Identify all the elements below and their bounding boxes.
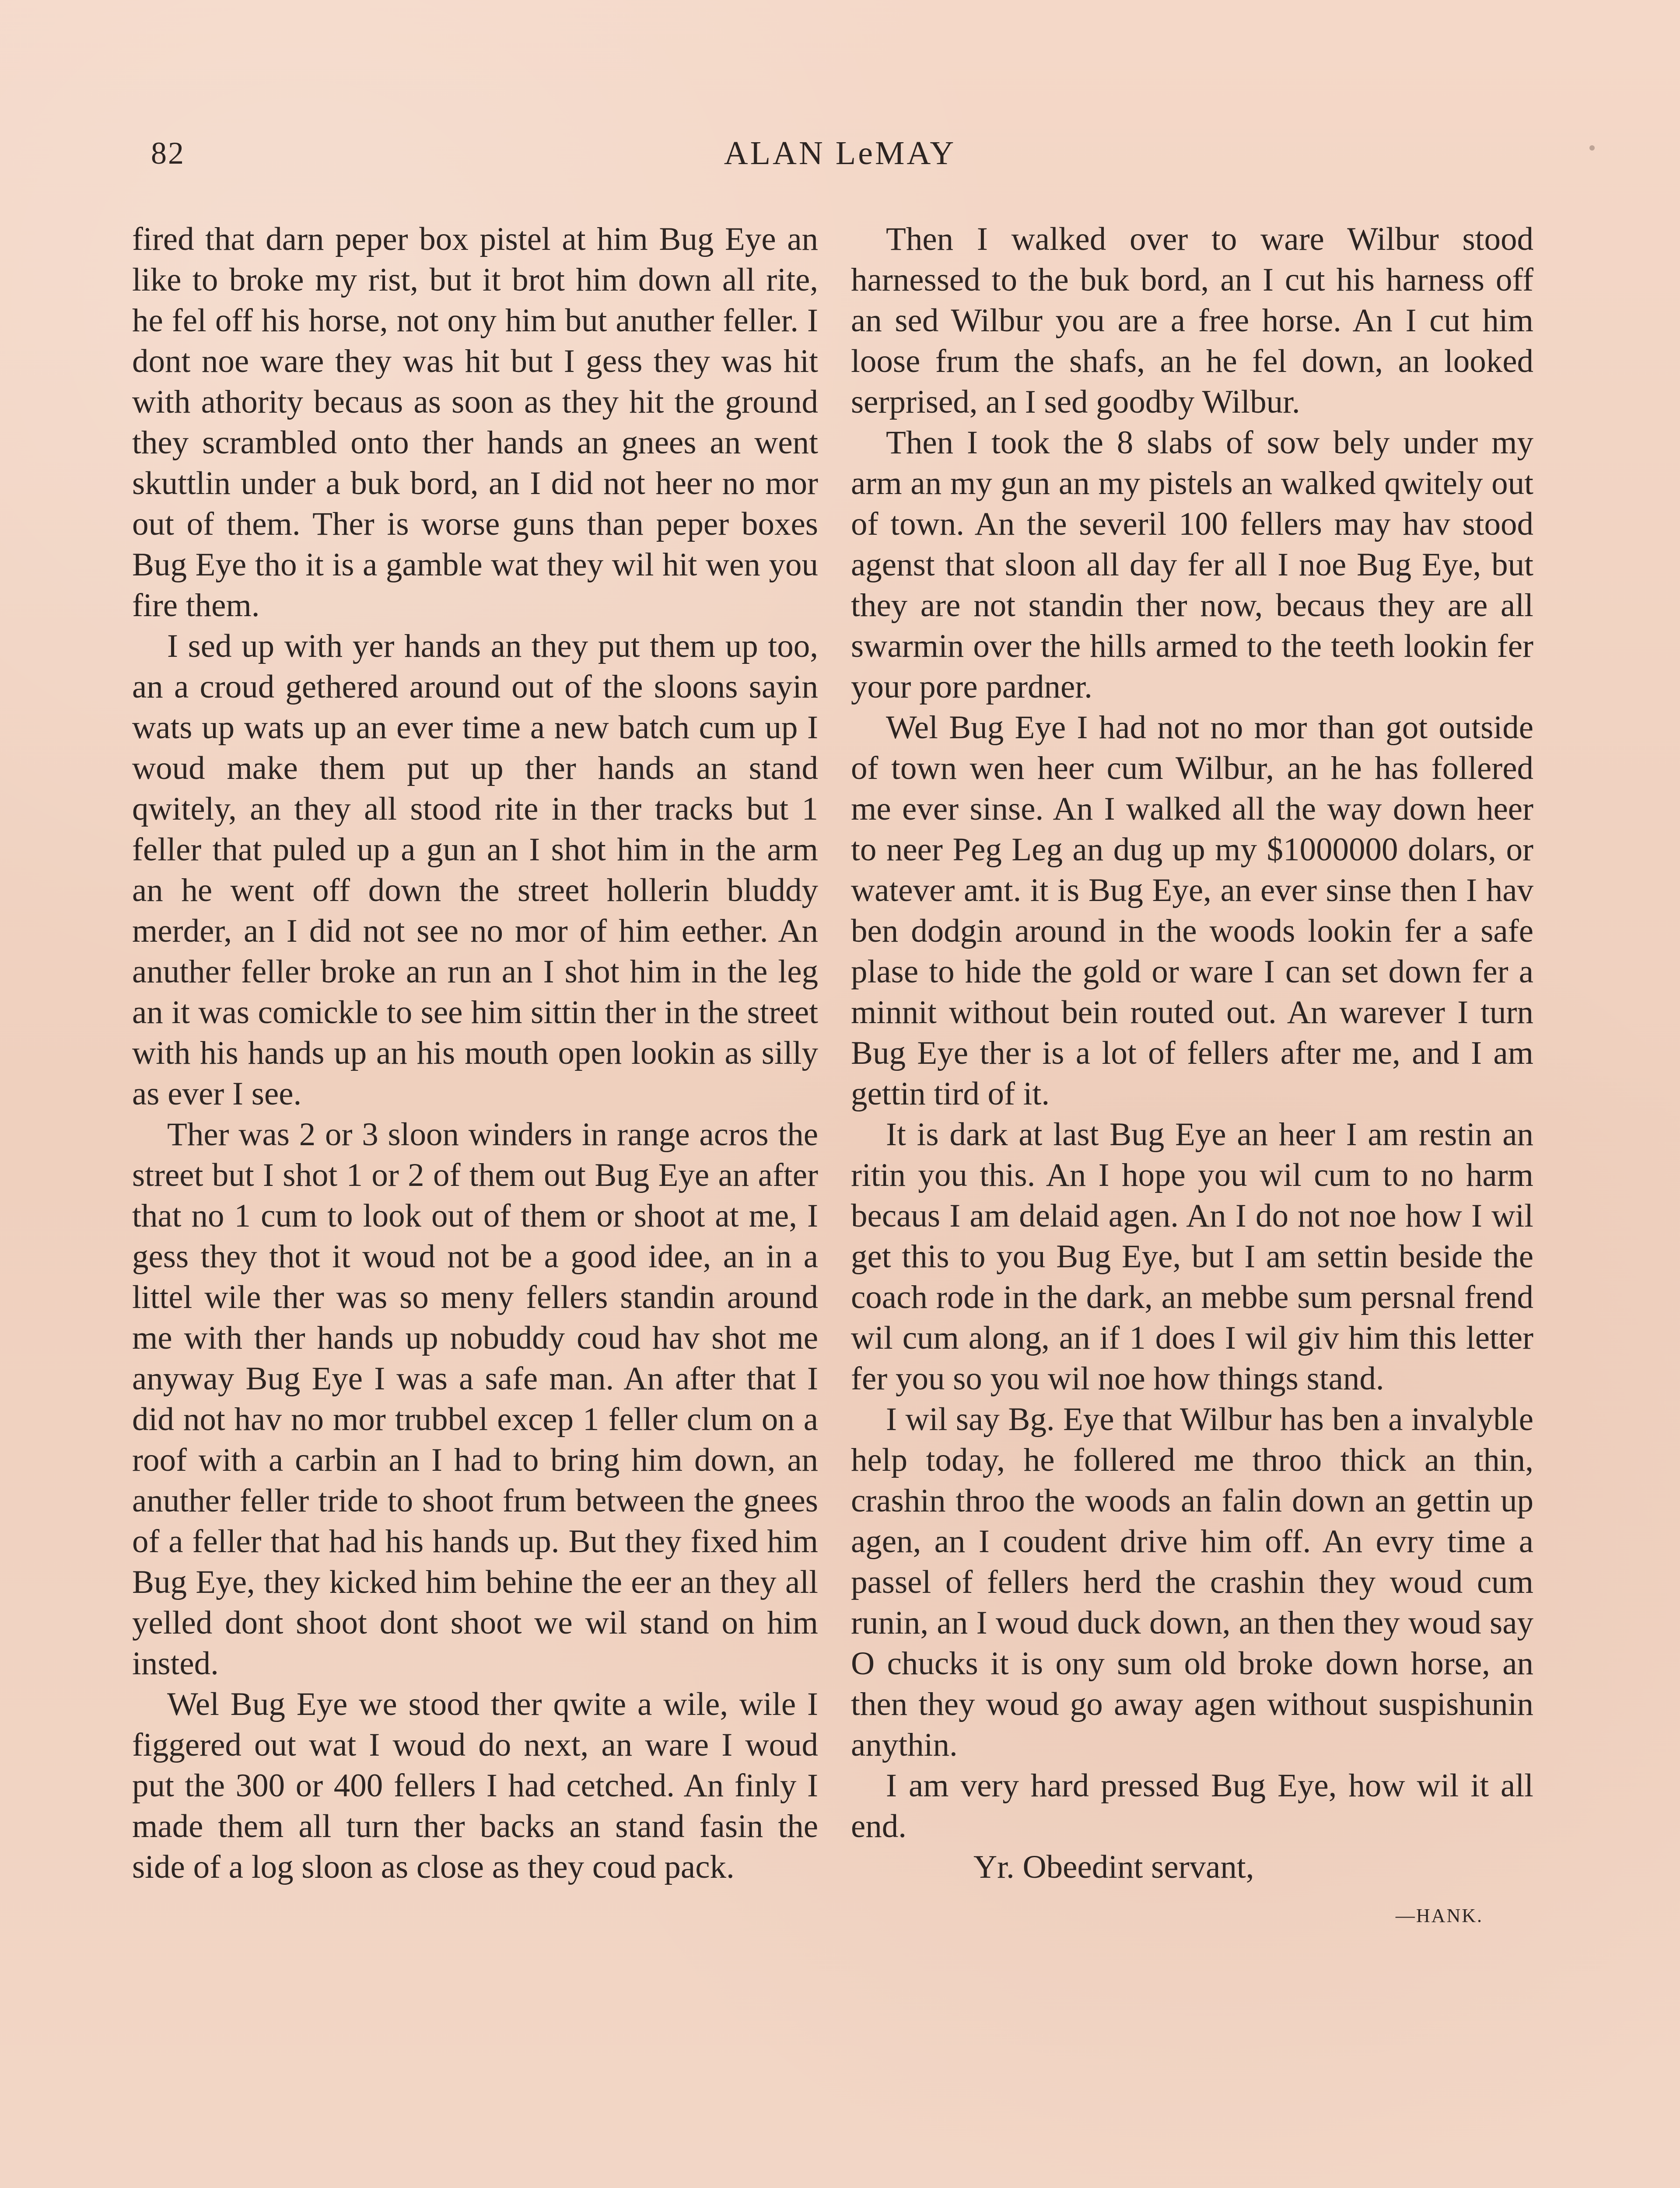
right-paragraph-3: Wel Bug Eye I had not no mor than got outside of town wen heer cum Wilbur, an he has follered me ever sinse. An I walked all the way down heer to neer Peg Leg an dug up my $1000000 dolars, or watever amt. it is Bug Eye, an ever sinse then I hav ben dodgin around in the woods lookin fer a safe plase to hide the gold or ware I can set down fer a minnit without bein routed out. An warever I turn Bug Eye ther is a lot of fellers after me, and I am gettin tird of it.	[851, 709, 1533, 1112]
right-paragraph-5: I wil say Bg. Eye that Wilbur has ben a invalyble help today, he follered me throo thick an thin, crashin throo the woods an falin down an gettin up agen, an I coudent drive him off. An evry time a passel of fellers herd the crashin they woud cum runin, an I woud duck down, an then they woud say O chucks it is ony sum old broke down horse, an then they woud go away agen without suspishunin anythin.	[851, 1401, 1533, 1763]
right-paragraph-1: Then I walked over to ware Wilbur stood harnessed to the buk bord, an I cut his harness off an sed Wilbur you are a free horse. An I cut him loose frum the shafs, an he fel down, an looked serprised, an I sed goodby Wilbur.	[851, 221, 1533, 420]
left-paragraph-1: fired that darn peper box pistel at him Bug Eye an like to broke my rist, but it brot him down all rite, he fel off his horse, not ony him but anuther feller. I dont noe ware they was hit but I gess they was hit with athority becaus as soon as they hit the ground they scrambled onto ther hands an gnees an went skuttlin under a buk bord, an I did not heer no mor out of them. Ther is worse guns than peper boxes Bug Eye tho it is a gamble wat they wil hit wen you fire them.	[132, 221, 818, 624]
page-number: 82	[151, 136, 185, 171]
right-paragraph-4: It is dark at last Bug Eye an heer I am restin an ritin you this. An I hope you wil cum to no harm becaus I am delaid agen. An I do not noe how I wil get this to you Bug Eye, but I am settin beside the coach rode in the dark, an mebbe sum persnal frend wil cum along, an if 1 does I wil giv him this letter fer you so you wil noe how things stand.	[851, 1116, 1533, 1397]
running-title: ALAN LeMAY	[724, 135, 956, 172]
left-paragraph-4: Wel Bug Eye we stood ther qwite a wile, wile I figgered out wat I woud do next, an ware I woud put the 300 or 400 fellers I had cetched. An finly I made them all turn ther backs an stand fasin the side of a log sloon as close as they coud pack.	[132, 1686, 818, 1885]
left-column	[132, 219, 818, 1887]
right-column	[851, 219, 1533, 1936]
left-paragraph-3: Ther was 2 or 3 sloon winders in range acros the street but I shot 1 or 2 of them out Bug Eye an after that no 1 cum to look out of them or shoot at me, I gess they thot it woud not be a good idee, an in a littel wile ther was so meny fellers standin around me with ther hands up nobuddy coud hav shot me anyway Bug Eye I was a safe man. An after that I did not hav no mor trubbel excep 1 feller clum on a roof with a carbin an I had to bring him down, an anuther feller tride to shoot frum between the gnees of a feller that had his hands up. But they fixed him Bug Eye, they kicked him behine the eer an they all yelled dont shoot dont shoot we wil stand on him insted.	[132, 1116, 818, 1682]
closing-line: Yr. Obeedint servant,	[973, 1849, 1254, 1885]
page-header	[151, 133, 1529, 173]
paper-speck	[1589, 145, 1595, 151]
signature: —HANK.	[1395, 1905, 1483, 1926]
right-paragraph-2: Then I took the 8 slabs of sow bely under my arm an my gun an my pistels an walked qwitely out of town. An the severil 100 fellers may hav stood agenst that sloon all day fer all I noe Bug Eye, but they are not standin ther now, becaus they are all swarmin over the hills armed to the teeth lookin fer your pore pardner.	[851, 424, 1533, 705]
left-paragraph-2: I sed up with yer hands an they put them up too, an a croud gethered around out of the sloons sayin wats up wats up an ever time a new batch cum up I woud make them put up ther hands an stand qwitely, an they all stood rite in ther tracks but 1 feller that puled up a gun an I shot him in the arm an he went off down the street hollerin bluddy merder, an I did not see no mor of him eether. An anuther feller broke an run an I shot him in the leg an it was comickle to see him sittin ther in the street with his hands up an his mouth open lookin as silly as ever I see.	[132, 628, 818, 1112]
right-paragraph-6: I am very hard pressed Bug Eye, how wil it all end.	[851, 1767, 1533, 1844]
